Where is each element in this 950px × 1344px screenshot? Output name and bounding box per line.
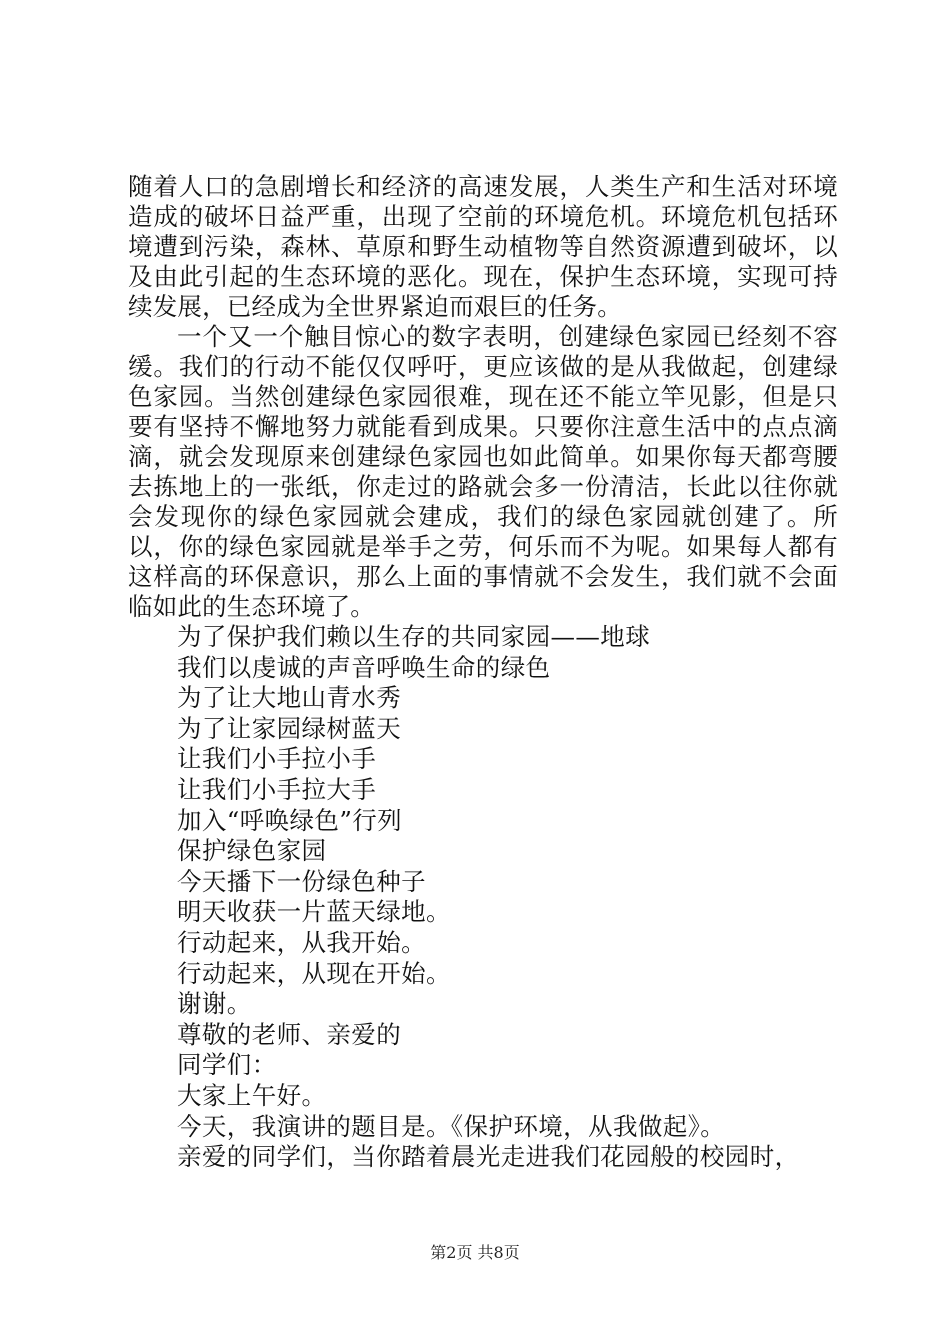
text-line: 保护绿色家园 xyxy=(177,836,327,866)
paragraph-1: 随着人口的急剧增长和经济的高速发展，人类生产和生活对环境造成的破坏日益严重，出现了空前的环境危机。环境危机包括环境遭到污染，森林、草原和野生动植物等自然资源遭到破坏，以及由此引起的生态环境的恶化。现在，保护生态环境，实现可持续发展，已经成为全世界紧迫而艰巨的任务。 xyxy=(128,172,838,321)
text-line: 今天，我演讲的题目是。《保护环境，从我做起》。 xyxy=(177,1111,726,1141)
paragraph-2: 一个又一个触目惊心的数字表明，创建绿色家园已经刻不容缓。我们的行动不能仅仅呼吁，更应该做的是从我做起，创建绿色家园。当然创建绿色家园很难，现在还不能立竿见影，但是只要有坚持不懈地努力就能看到成果。只要你注意生活中的点点滴滴，就会发现原来创建绿色家园也如此简单。如果你每天都弯腰去拣地上的一张纸，你走过的路就会多一份清洁，长此以往你就会发现你的绿色家园就会建成，我们的绿色家园就创建了。所以，你的绿色家园就是举手之劳，何乐而不为呢。如果每人都有这样高的环保意识，那么上面的事情就不会发生，我们就不会面临如此的生态环境了。 xyxy=(128,322,838,621)
text-line: 为了保护我们赖以生存的共同家园——地球 xyxy=(177,622,651,651)
page-number-footer: 第2页 共8页 xyxy=(430,1243,520,1262)
speech-lines xyxy=(128,622,838,1173)
text-line: 我们以虔诚的声音呼唤生命的绿色 xyxy=(177,652,551,682)
text-line: 尊敬的老师、亲爱的 xyxy=(177,1019,402,1049)
text-line: 为了让大地山青水秀 xyxy=(177,683,402,713)
text-line: 明天收获一片蓝天绿地。 xyxy=(177,897,451,927)
text-line: 谢谢。 xyxy=(177,989,252,1019)
text-line: 行动起来，从现在开始。 xyxy=(177,958,451,988)
text-line: 行动起来，从我开始。 xyxy=(177,927,426,957)
text-line: 同学们： xyxy=(177,1050,277,1080)
text-line: 让我们小手拉大手 xyxy=(177,774,377,804)
document-body xyxy=(128,172,838,1173)
text-line: 大家上午好。 xyxy=(177,1080,327,1110)
text-line: 加入“呼唤绿色”行列 xyxy=(177,805,403,835)
text-line: 为了让家园绿树蓝天 xyxy=(177,713,402,743)
text-line: 让我们小手拉小手 xyxy=(177,744,377,774)
text-line: 亲爱的同学们，当你踏着晨光走进我们花园般的校园时， xyxy=(177,1142,800,1172)
text-line: 今天播下一份绿色种子 xyxy=(177,866,426,896)
